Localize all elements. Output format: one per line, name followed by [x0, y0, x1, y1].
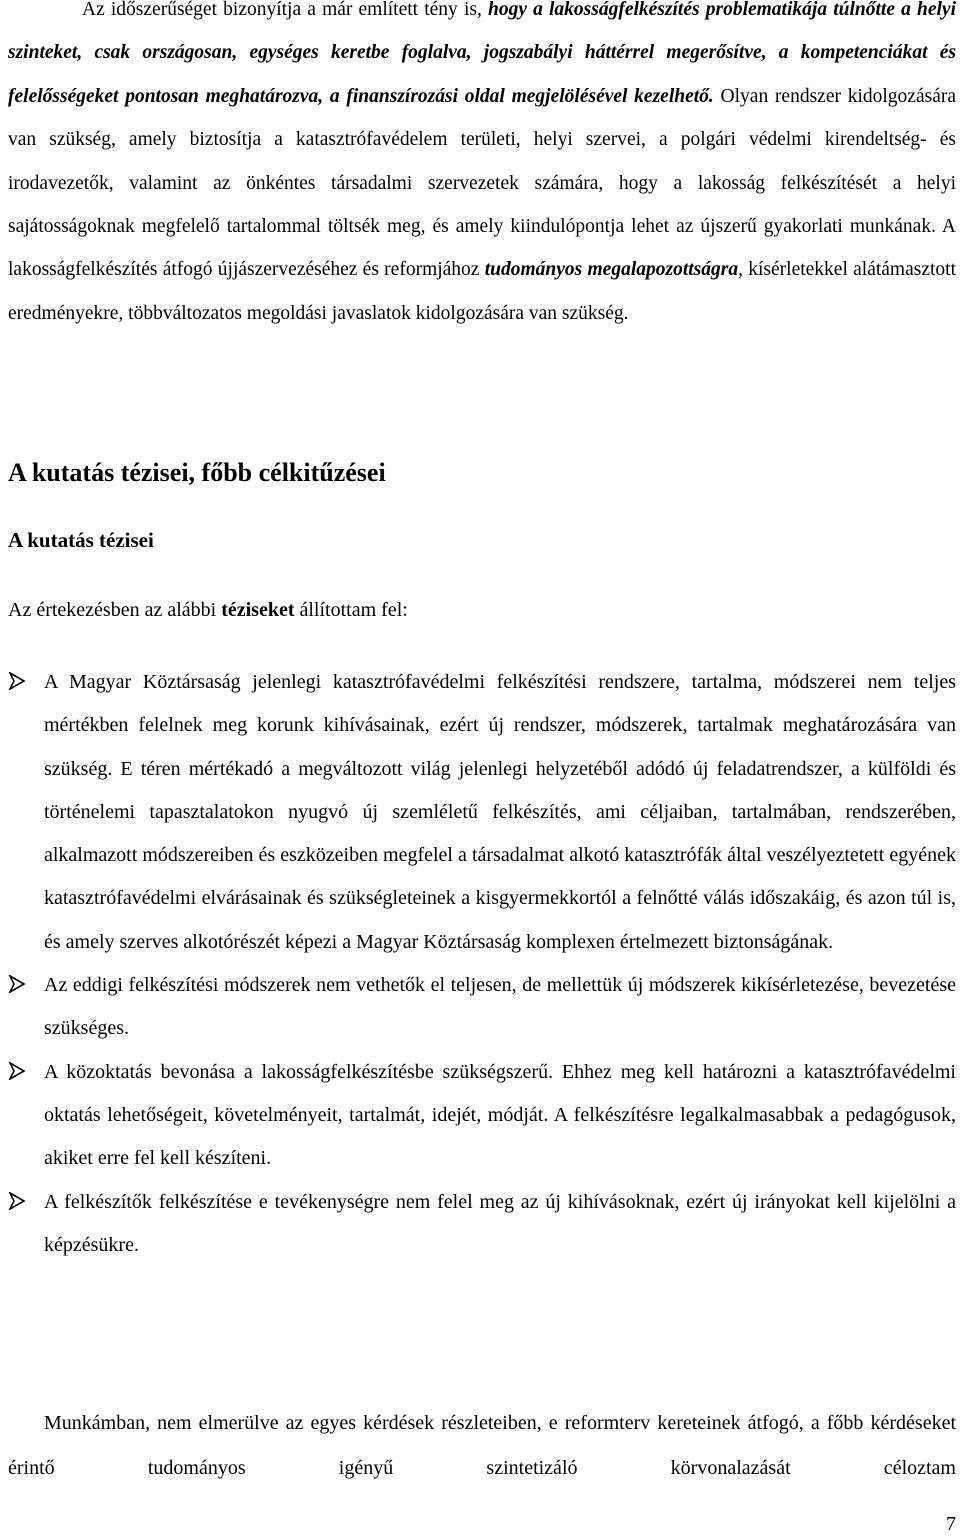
- thesis-text: A közoktatás bevonása a lakosságfelkészítésbe szükségszerű. Ehhez meg kell határozni a katasztrófavédelmi oktatás lehetőségeit, követelményeit, tartalmát, idejét, módját. A felkészítésre legalkalmasabbak a pedagógusok, akiket erre fel kell készíteni.: [44, 1060, 956, 1170]
- thesis-text: A Magyar Köztársaság jelenlegi katasztrófavédelmi felkészítési rendszere, tartalma, módszerei nem teljes mértékben felelnek meg korunk kihívásainak, ezért új rendszer, módszerek, tartalmak meghatározására van szükség. E téren mértékadó a megváltozott világ jelenlegi helyzetéből adódó új feladatrendszer, a külföldi és történelemi tapasztalatokon nyugvó új szemléletű felkészítés, ami céljaiban, tartalmában, rendszerében, alkalmazott módszereiben és eszközeiben megfelel a társadalmat alkotó katasztrófák által veszélyeztetett egyének katasztrófavédelmi elvárásainak és szükségleteinek a kisgyermekkortól a felnőtté válás időszakáig, és azon túl is, és amely szerves alkotórészét képezi a Magyar Köztársaság komplexen értelmezett biztonságának.: [44, 671, 956, 953]
- theses-intro: [8, 590, 408, 630]
- paragraph-emphasis-2: tudományos megalapozottságra: [484, 259, 739, 281]
- intro-after: állítottam fel:: [294, 599, 408, 621]
- list-item: [8, 661, 956, 964]
- subsection-heading: A kutatás tézisei: [8, 528, 154, 552]
- paragraph-lead: Az időszerűséget bizonyítja a már említett tény is,: [82, 0, 488, 20]
- arrowhead-bullet-icon: [8, 1062, 26, 1080]
- list-item: [8, 964, 956, 1051]
- theses-list: [8, 661, 956, 1267]
- paragraph-emphasis: hogy a lakosságfelkészítés problematikája túlnőtte a helyi szinteket, csak országosan, egységes keretbe foglalva, jogszabályi háttérrel megerősítve, a kompetenciákat és felelősségeket pontosan meghatározva, a finanszírozási oldal megjelölésével kezelhető.: [8, 0, 956, 107]
- thesis-text: A felkészítők felkészítése e tevékenységre nem felel meg az új kihívásoknak, ezért új irányokat kell kijelölni a képzésükre.: [44, 1190, 956, 1256]
- list-item: [8, 1181, 956, 1268]
- document-page: [8, 0, 956, 1479]
- thesis-text: Az eddigi felkészítési módszerek nem vethetők el teljesen, de mellettük új módszerek kikísérletezése, bevezetése szükséges.: [44, 974, 956, 1040]
- page-number: 7: [946, 1513, 956, 1535]
- body-paragraph: [8, 0, 956, 335]
- section-heading: A kutatás tézisei, főbb célkitűzései: [8, 458, 386, 487]
- arrowhead-bullet-icon: [8, 1192, 26, 1210]
- intro-before: Az értekezésben az alábbi: [8, 599, 222, 621]
- intro-bold: téziseket: [221, 599, 295, 621]
- list-item: [8, 1051, 956, 1181]
- arrowhead-bullet-icon: [8, 975, 26, 993]
- paragraph-tail: , kísérletekkel alátámasztott eredményekre, többváltozatos megoldási javaslatok kidolgozására van szükség.: [8, 259, 956, 324]
- arrowhead-bullet-icon: [8, 672, 26, 690]
- paragraph-middle: Olyan rendszer kidolgozására van szükség, amely biztosítja a katasztrófavédelem területi, helyi szervei, a polgári védelmi kirendeltség- és irodavezetők, valamint az önkéntes társadalmi szervezetek számára, hogy a lakosság felkészítését a helyi sajátosságoknak megfelelő tartalommal töltsék meg, és amely kiindulópontja lehet az újszerű gyakorlati munkának. A lakosságfelkészítés átfogó újjászervezéséhez és reformjához: [8, 85, 956, 281]
- closing-paragraph: Munkámban, nem elmerülve az egyes kérdések részleteiben, e reformterv kereteinek átfogó, a főbb kérdéseket érintő tudományos igényű szintetizáló körvonalazását céloztam: [8, 1412, 956, 1479]
